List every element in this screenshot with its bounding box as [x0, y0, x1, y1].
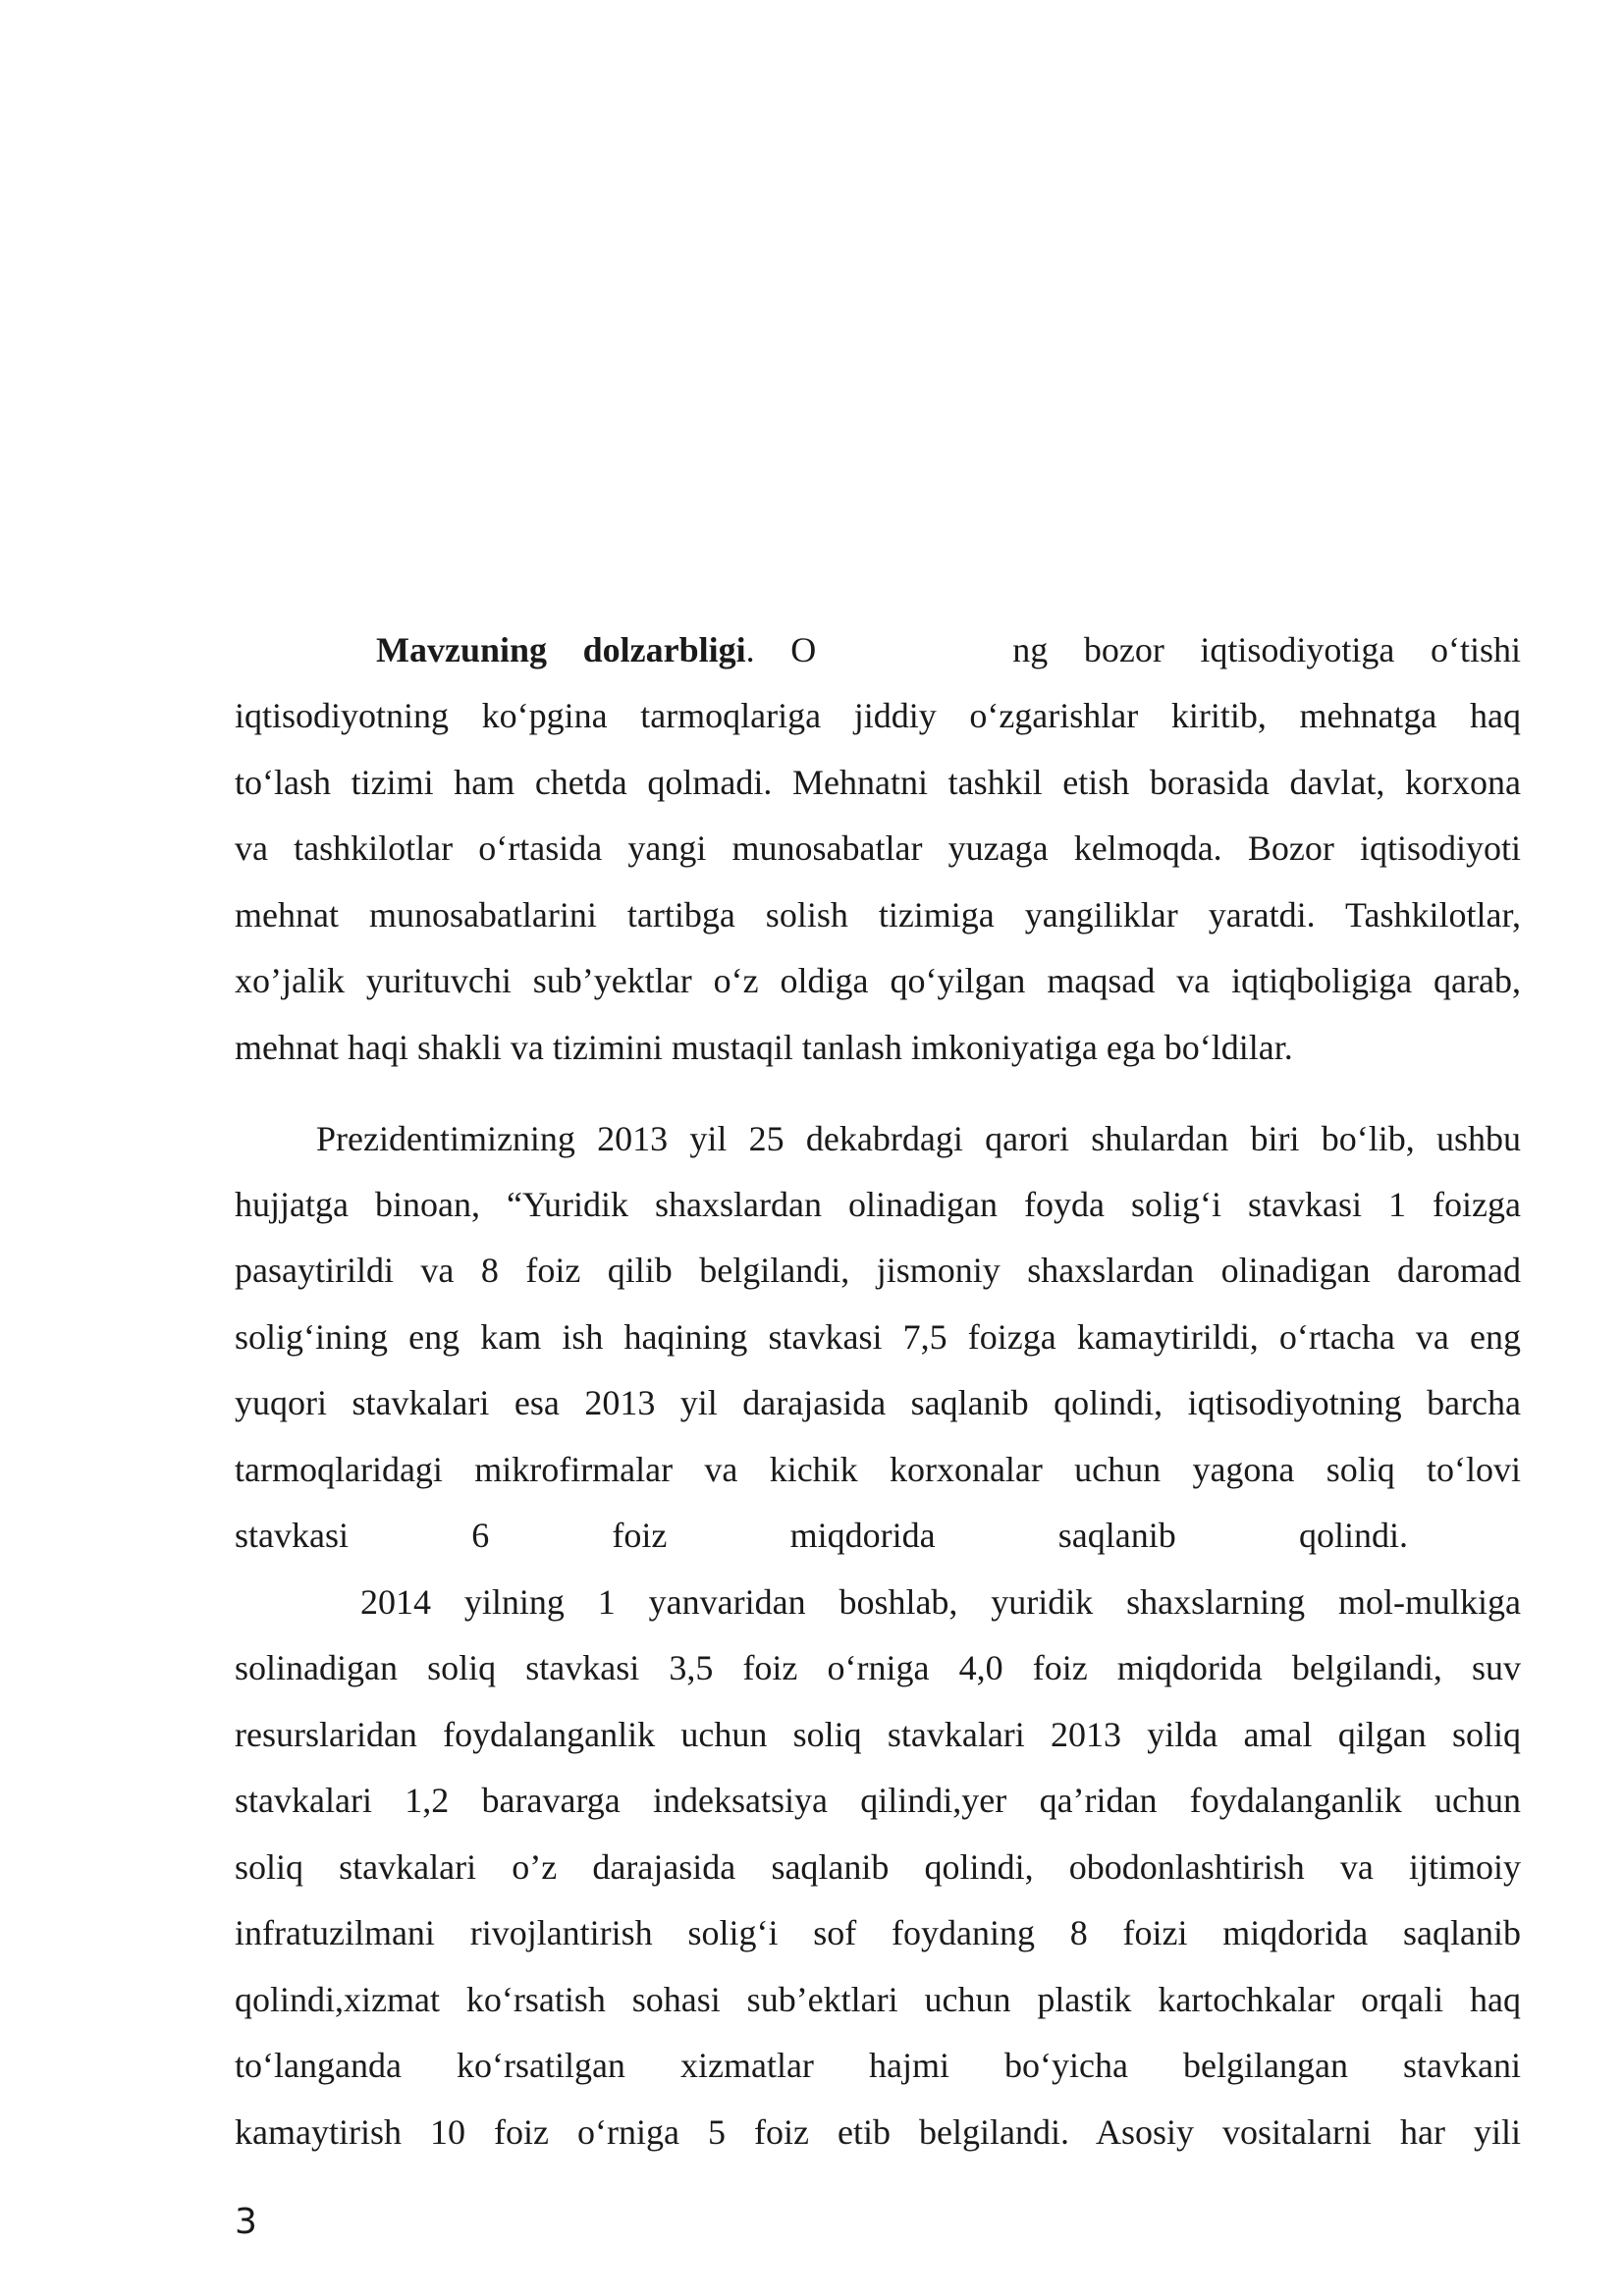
heading-rest-start: . O: [745, 630, 817, 669]
paragraph-line: mehnat munosabatlarini tartibga solish tizimiga yangiliklar yaratdi. Tashkilotlar,: [235, 895, 1521, 934]
paragraph-line: kamaytirish 10 foiz o‘rniga 5 foiz etib belgilandi. Asosiy vositalarni har yili: [235, 2112, 1521, 2152]
page-number: 3: [235, 2202, 257, 2242]
paragraph-line: Prezidentimizning 2013 yil 25 dekabrdagi qarori shulardan biri bo‘lib, ushbu: [316, 1119, 1521, 1158]
paragraph-line: yuqori stavkalari esa 2013 yil darajasida saqlanib qolindi, iqtisodiyotning barcha: [235, 1383, 1521, 1422]
paragraph-line: pasaytirildi va 8 foiz qilib belgilandi, jismoniy shaxslardan olinadigan daromad: [235, 1251, 1521, 1290]
paragraph-line: infratuzilmani rivojlantirish solig‘i sof foydaning 8 foizi miqdorida saqlanib: [235, 1913, 1521, 1952]
paragraph-line: to‘langanda ko‘rsatilgan xizmatlar hajmi bo‘yicha belgilangan stavkani: [235, 2046, 1521, 2085]
paragraph-line: mehnat haqi shakli va tizimini mustaqil tanlash imkoniyatiga ega bo‘ldilar.: [235, 1028, 1293, 1067]
heading-bold: Mavzuning dolzarbligi: [376, 630, 746, 669]
paragraph-line: qolindi,xizmat ko‘rsatish sohasi sub’ektlari uchun plastik kartochkalar orqali haq: [235, 1980, 1521, 2019]
paragraph-line: solinadigan soliq stavkasi 3,5 foiz o‘rniga 4,0 foiz miqdorida belgilandi, suv: [235, 1648, 1521, 1687]
text-gap: [816, 639, 1012, 668]
paragraph-line: stavkasi 6 foiz miqdorida saqlanib qolindi.: [235, 1516, 1408, 1555]
paragraph-line: stavkalari 1,2 baravarga indeksatsiya qilindi,yer qa’ridan foydalanganlik uchun: [235, 1781, 1521, 1820]
paragraph-line: 2014 yilning 1 yanvaridan boshlab, yuridik shaxslarning mol-mulkiga: [360, 1582, 1521, 1622]
paragraph-line: va tashkilotlar o‘rtasida yangi munosabatlar yuzaga kelmoqda. Bozor iqtisodiyoti: [235, 828, 1521, 868]
paragraph-line: iqtisodiyotning ko‘pgina tarmoqlariga jiddiy o‘zgarishlar kiritib, mehnatga haq: [235, 696, 1521, 735]
paragraph-line: soliq stavkalari o’z darajasida saqlanib qolindi, obodonlashtirish va ijtimoiy: [235, 1847, 1521, 1887]
paragraph-line: solig‘ining eng kam ish haqining stavkasi 7,5 foizga kamaytirildi, o‘rtacha va eng: [235, 1317, 1521, 1357]
paragraph-line: hujjatga binoan, “Yuridik shaxslardan olinadigan foyda solig‘i stavkasi 1 foizga: [235, 1185, 1521, 1224]
paragraph-line: tarmoqlaridagi mikrofirmalar va kichik korxonalar uchun yagona soliq to‘lovi: [235, 1450, 1521, 1489]
paragraph-line: to‘lash tizimi ham chetda qolmadi. Mehnatni tashkil etish borasida davlat, korxona: [235, 763, 1521, 802]
heading-line: [376, 628, 1521, 671]
paragraph-line: xo’jalik yurituvchi sub’yektlar o‘z oldiga qo‘yilgan maqsad va iqtiqboligiga qarab,: [235, 961, 1521, 1000]
heading-rest-end: ng bozor iqtisodiyotiga o‘tishi: [1012, 630, 1521, 669]
paragraph-line: resurslaridan foydalanganlik uchun soliq stavkalari 2013 yilda amal qilgan soliq: [235, 1715, 1521, 1754]
